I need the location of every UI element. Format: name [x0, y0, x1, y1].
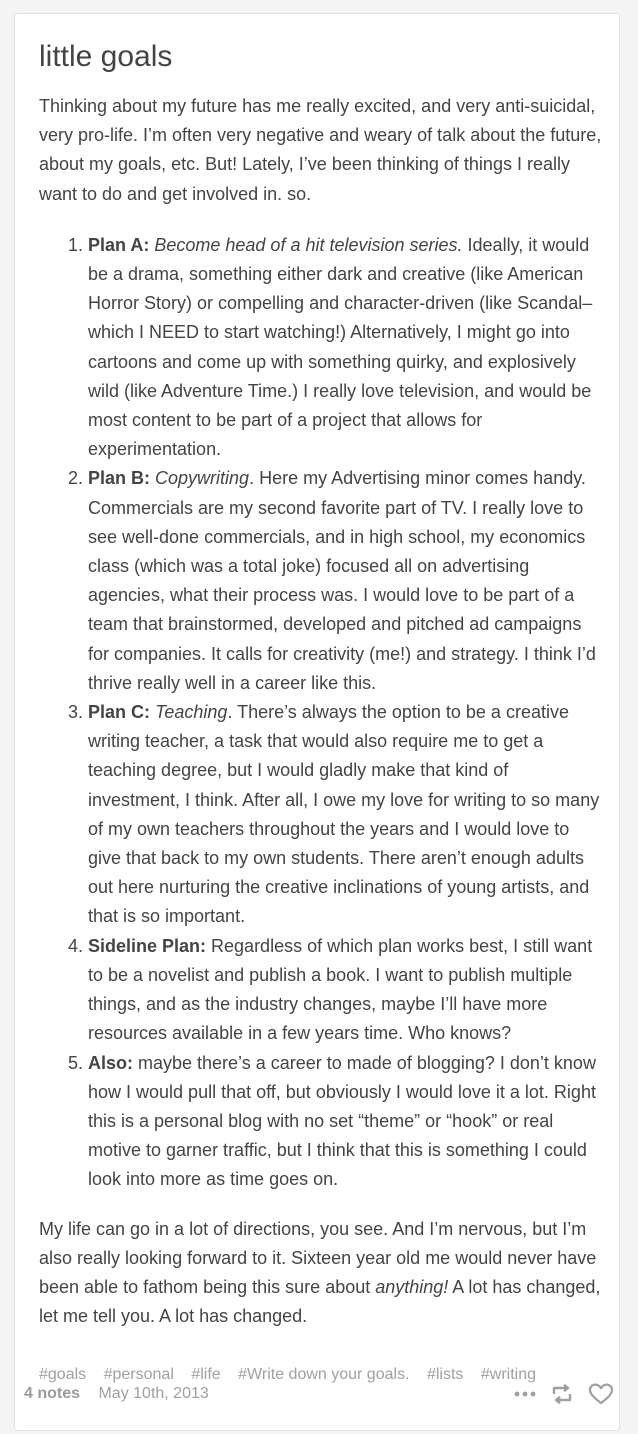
post-content	[39, 38, 605, 1385]
list-item	[88, 464, 605, 698]
outro-text-end: A lot has changed, let me tell you. A lot has changed.	[39, 1276, 601, 1327]
heart-icon	[588, 1383, 614, 1405]
item-text: maybe there’s a career to made of blogging? I don’t know how I would pull that off, but obviously I would love it a lot. Right this is a personal blog with no set “theme” or “hook” or real motive to garner traffic, but I think that this is something I could look into more as time goes on.	[88, 1052, 596, 1190]
tag-lists[interactable]: #lists	[426, 1366, 464, 1384]
item-label: Also:	[88, 1052, 133, 1073]
item-label: Plan A:	[88, 234, 150, 255]
list-item	[88, 932, 605, 1049]
item-emphasis: Teaching	[155, 702, 228, 723]
tag-personal[interactable]: #personal	[103, 1366, 174, 1384]
item-emphasis: Become head of a hit television series.	[154, 234, 463, 255]
list-item	[88, 698, 605, 932]
tag-life[interactable]: #life	[191, 1366, 221, 1384]
plans-list	[39, 231, 605, 1195]
list-item	[88, 1049, 605, 1195]
item-label: Plan B:	[88, 468, 151, 489]
tag-writing[interactable]: #writing	[480, 1366, 536, 1384]
post-intro: Thinking about my future has me really excited, and very anti-suicidal, very pro-life. I’m often very negative and weary of talk about the future, about my goals, etc. But! Lately, I’ve been thinking of things I really want to do and get involved in. so.	[39, 96, 602, 204]
post-footer	[24, 1382, 614, 1406]
item-text: . Here my Advertising minor comes handy. Commercials are my second favorite part of TV. I really love to see well-done commercials, and in high school, my economics class (which was a total joke) focused all on advertising agencies, what their process was. I would love to be part of a team that brainstormed, developed and pitched ad campaigns for companies. It calls for creativity (me!) and strategy. I think I’d thrive really well in a career like this.	[88, 468, 596, 693]
item-label: Plan C:	[88, 702, 151, 723]
post-title: little goals	[39, 40, 173, 73]
tag-goals[interactable]: #goals	[39, 1366, 87, 1384]
post-card	[14, 13, 620, 1431]
post-outro	[39, 1215, 605, 1332]
post-date[interactable]: May 10th, 2013	[98, 1385, 209, 1402]
notes-count[interactable]: 4 notes	[24, 1385, 81, 1402]
more-button[interactable]	[514, 1391, 536, 1397]
tag-write-down-your-goals[interactable]: #Write down your goals.	[238, 1366, 410, 1384]
reblog-button[interactable]	[550, 1383, 574, 1405]
post-actions	[500, 1382, 614, 1406]
reblog-icon	[550, 1383, 574, 1405]
outro-text-start: My life can go in a lot of directions, you see. And I’m nervous, but I’m also really looking forward to it. Sixteen year old me would never have been able to fathom being this sure about	[39, 1218, 597, 1297]
outro-emphasis: anything!	[375, 1276, 449, 1297]
item-emphasis: Copywriting	[155, 468, 250, 489]
item-label: Sideline Plan:	[88, 935, 207, 956]
item-text: Ideally, it would be a drama, something either dark and creative (like American Horror Story) or compelling and character-driven (like Scandal–which I NEED to start watching!) Alternatively, I might go into cartoons and come up with something quirky, and explosively wild (like Adventure Time.) I really love television, and would be most content to be part of a project that allows for experimentation.	[88, 234, 593, 460]
item-text: . There’s always the option to be a creative writing teacher, a task that would also require me to get a teaching degree, but I would gladly make that kind of investment, I think. After all, I owe my love for writing to so many of my own teachers throughout the years and I would love to give that back to my own students. There aren’t enough adults out here nurturing the creative inclinations of young artists, and that is so important.	[88, 702, 600, 927]
item-text: Regardless of which plan works best, I still want to be a novelist and publish a book. I want to publish multiple things, and as the industry changes, maybe I’ll have more resources available in a few years time. Who knows?	[88, 935, 593, 1044]
like-button[interactable]	[588, 1383, 614, 1405]
more-icon	[514, 1391, 536, 1397]
list-item	[88, 231, 605, 465]
